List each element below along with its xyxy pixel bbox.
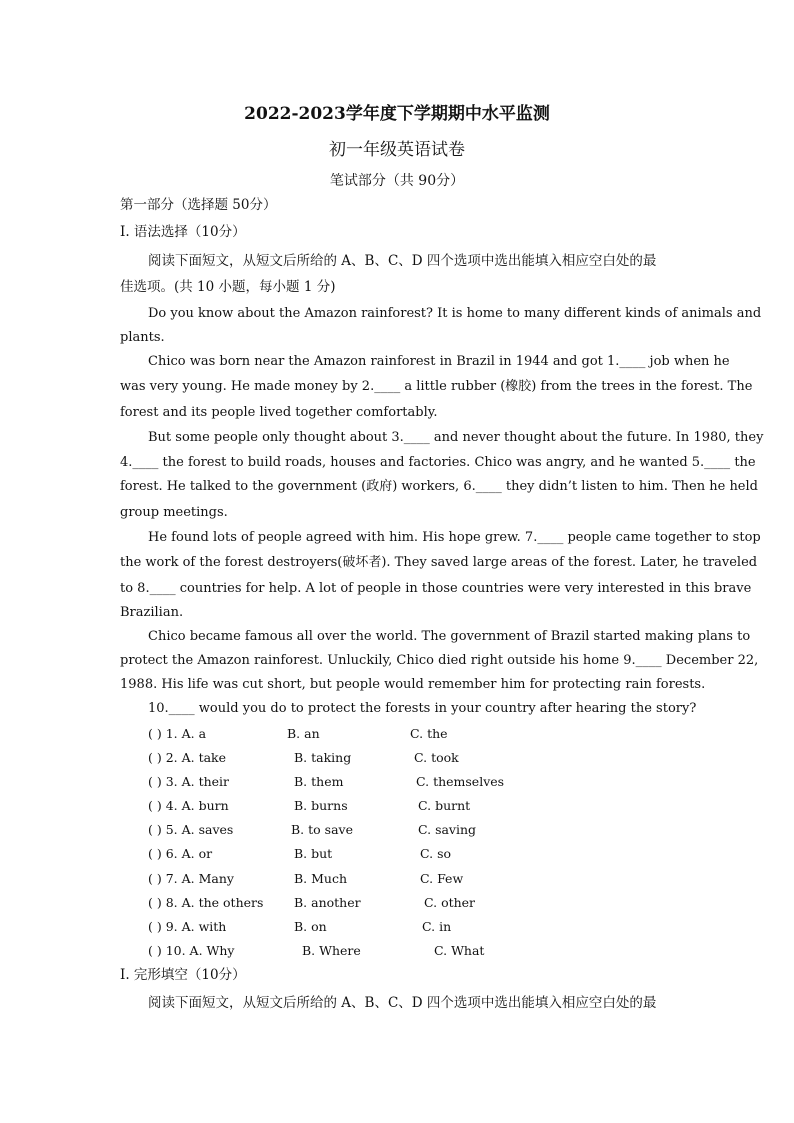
option-c: C. Few	[420, 871, 464, 886]
option-b: B. burns	[294, 798, 348, 813]
option-a: ( ) 1. A. a	[148, 726, 207, 741]
instruction-line-1: 阅读下面短文，从短文后所给的 A、B、C、D 四个选项中选出能填入相应空白处的最	[148, 253, 657, 269]
exam-title: 2022-2023学年度下学期期中水平监测	[244, 104, 550, 124]
option-a: ( ) 5. A. saves	[148, 822, 234, 837]
option-b: B. Where	[302, 943, 361, 958]
option-a: ( ) 4. A. burn	[148, 798, 229, 813]
cloze-instruction: 阅读下面短文，从短文后所给的 A、B、C、D 四个选项中选出能填入相应空白处的最	[148, 995, 657, 1011]
option-a: ( ) 8. A. the others	[148, 895, 264, 910]
option-b: B. but	[294, 846, 333, 861]
option-b: B. to save	[291, 822, 353, 837]
section-heading-cloze: Ⅰ. 完形填空（10分）	[120, 967, 246, 983]
passage-line: Brazilian.	[120, 605, 184, 620]
passage-line: He found lots of people agreed with him. His hope grew. 7.____ people came together to stop	[148, 530, 761, 545]
option-c: C. burnt	[418, 798, 471, 813]
exam-subtitle: 初一年级英语试卷	[329, 140, 465, 160]
option-b: B. Much	[294, 871, 348, 886]
option-a: ( ) 2. A. take	[148, 750, 227, 765]
passage-line: Chico was born near the Amazon rainforest in Brazil in 1944 and got 1.____ job when he	[148, 354, 730, 369]
option-c: C. in	[422, 919, 452, 934]
passage-line: forest. He talked to the government (政府) workers, 6.____ they didn’t listen to him. Then he held	[120, 479, 758, 494]
instruction-line-2: 佳选项。(共 10 小题，每小题 1 分)	[120, 279, 336, 295]
passage-line: plants.	[120, 330, 165, 345]
option-a: ( ) 10. A. Why	[148, 943, 235, 958]
section-heading-grammar: Ⅰ. 语法选择（10分）	[120, 224, 246, 240]
option-c: C. the	[410, 726, 448, 741]
option-b: B. taking	[294, 750, 352, 765]
passage-line: protect the Amazon rainforest. Unluckily, Chico died right outside his home 9.____ December 22,	[120, 653, 759, 668]
option-a: ( ) 9. A. with	[148, 919, 227, 934]
option-a: ( ) 3. A. their	[148, 774, 230, 789]
option-c: C. so	[420, 846, 452, 861]
passage-line: group meetings.	[120, 505, 228, 520]
passage-line: the work of the forest destroyers(破坏者). They saved large areas of the forest. Later, he traveled	[120, 555, 758, 570]
option-a: ( ) 7. A. Many	[148, 871, 234, 886]
passage-line: to 8.____ countries for help. A lot of people in those countries were very interested in this brave	[120, 581, 752, 596]
passage-line: But some people only thought about 3.____ and never thought about the future. In 1980, they	[148, 430, 764, 445]
passage-line: was very young. He made money by 2.____ a little rubber (橡胶) from the trees in the forest. The	[120, 379, 753, 394]
option-b: B. another	[294, 895, 361, 910]
option-c: C. took	[414, 750, 459, 765]
passage-line: 10.____ would you do to protect the forests in your country after hearing the story?	[148, 701, 697, 716]
option-c: C. What	[434, 943, 485, 958]
part-heading: 第一部分（选择题 50分）	[120, 197, 277, 213]
option-a: ( ) 6. A. or	[148, 846, 213, 861]
passage-line: 4.____ the forest to build roads, houses and factories. Chico was angry, and he wanted 5.____ the	[120, 455, 756, 470]
option-c: C. saving	[418, 822, 477, 837]
option-b: B. on	[294, 919, 327, 934]
option-b: B. an	[287, 726, 320, 741]
passage-line: 1988. His life was cut short, but people would remember him for protecting rain forests.	[120, 677, 706, 692]
option-c: C. themselves	[416, 774, 505, 789]
option-b: B. them	[294, 774, 344, 789]
passage-line: Chico became famous all over the world. The government of Brazil started making plans to	[148, 629, 751, 644]
option-c: C. other	[424, 895, 476, 910]
passage-line: Do you know about the Amazon rainforest? It is home to many different kinds of animals and	[148, 306, 762, 321]
passage-line: forest and its people lived together comfortably.	[120, 405, 438, 420]
section-note: 笔试部分（共 90分）	[329, 173, 465, 189]
